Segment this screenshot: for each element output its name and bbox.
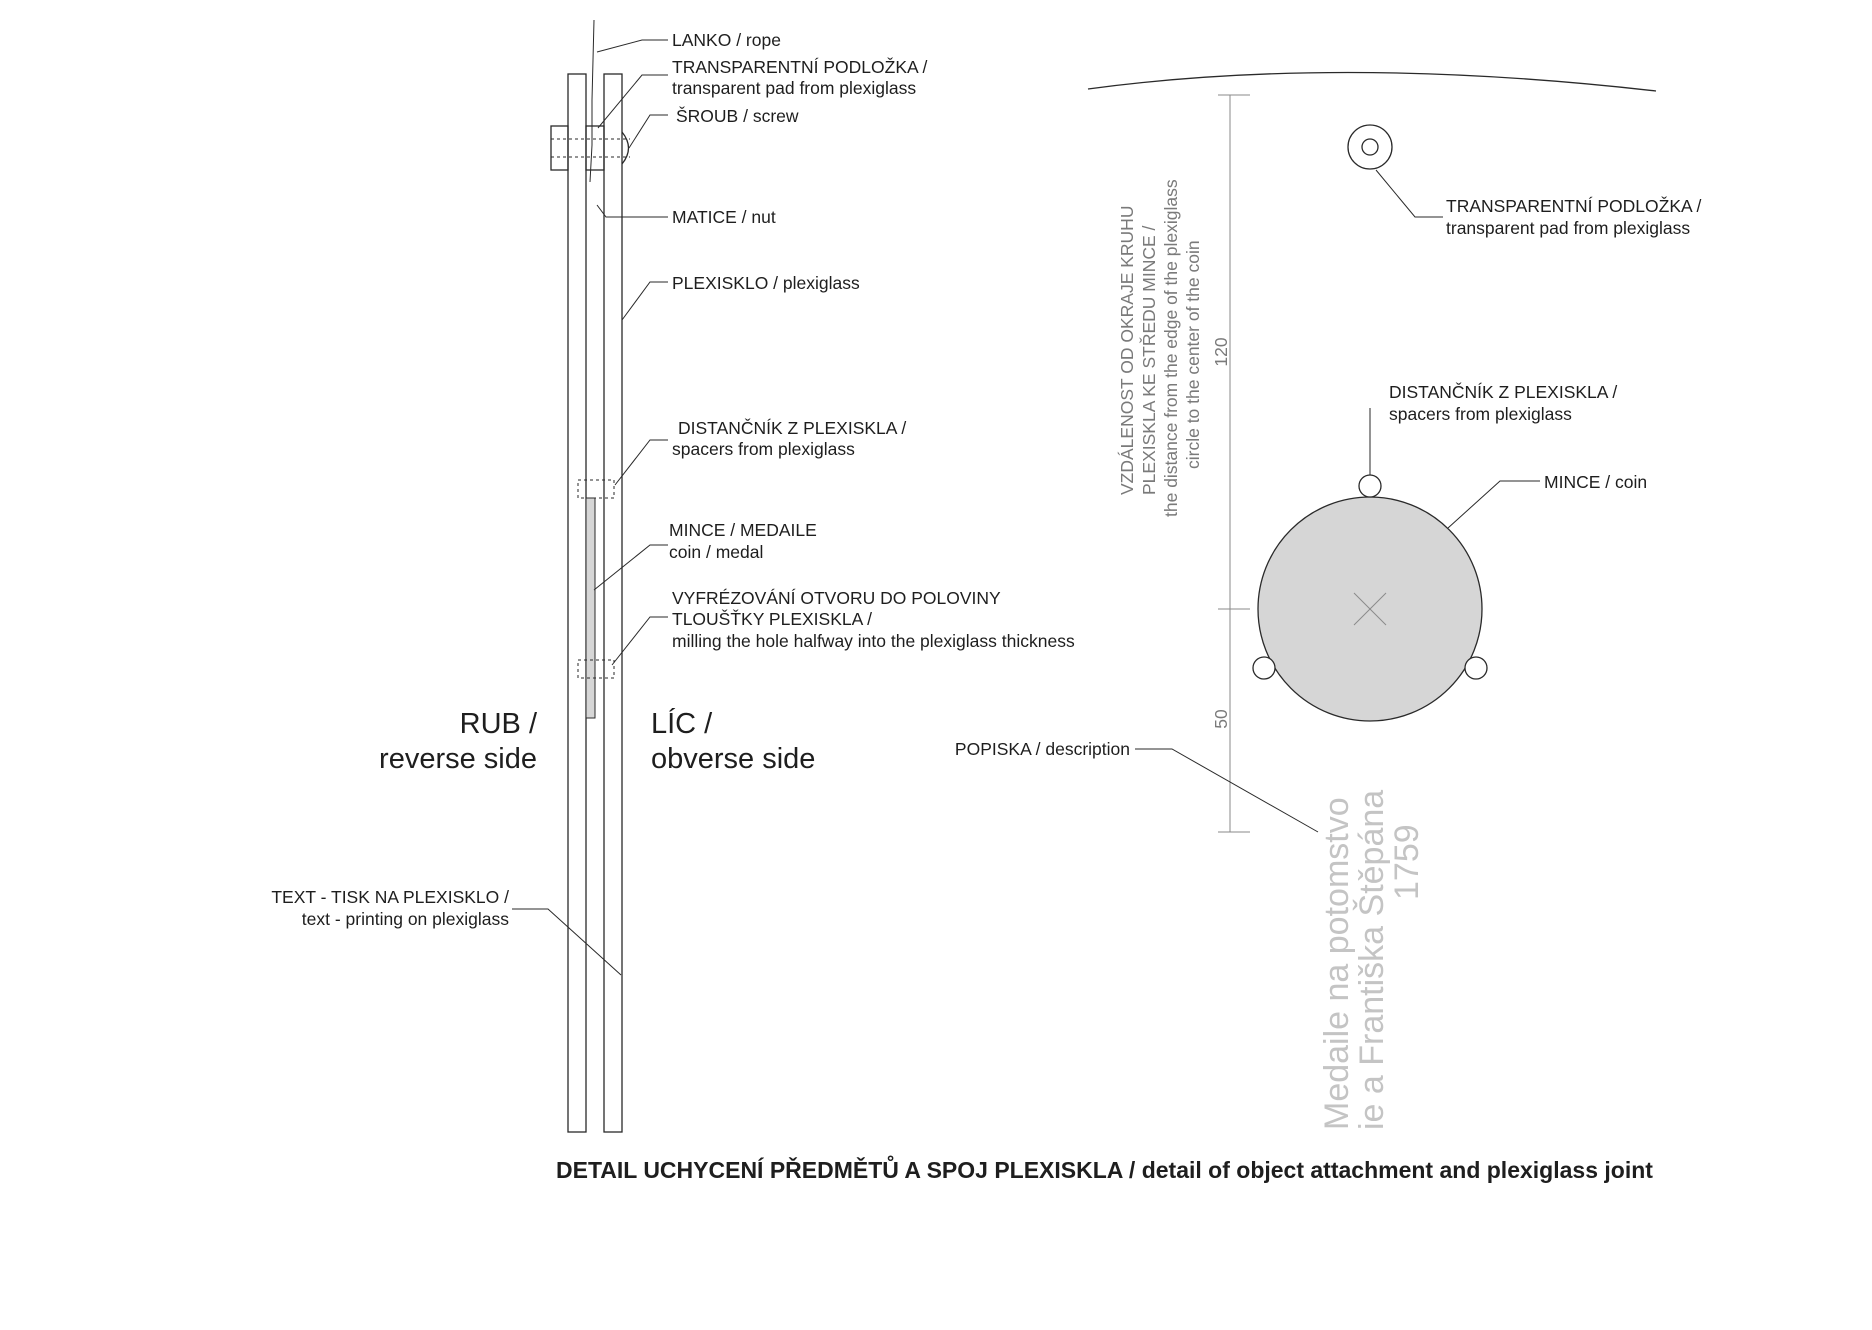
coin-leader xyxy=(1448,481,1540,528)
sample-text-line2: ie a Františka Štěpána xyxy=(1353,789,1391,1130)
pad-label-cz: TRANSPARENTNÍ PODLOŽKA / xyxy=(672,57,928,77)
pad-label-en: transparent pad from plexiglass xyxy=(672,78,917,98)
spacer2-label-en: spacers from plexiglass xyxy=(1389,404,1572,424)
distance-note xyxy=(1117,179,1203,517)
sample-text-line1: Medaile na potomstvo xyxy=(1318,797,1356,1130)
rope-line xyxy=(590,20,594,182)
spacer-label-en: spacers from plexiglass xyxy=(672,439,855,459)
sample-description-text xyxy=(1318,790,1426,1130)
distance-note-line2: PLEXISKLA KE STŘEDU MINCE / xyxy=(1139,225,1159,495)
milling-label-cz1: VYFRÉZOVÁNÍ OTVORU DO POLOVINY xyxy=(672,588,1001,608)
obverse-side-label-en: obverse side xyxy=(651,743,816,775)
drawing-title: DETAIL UCHYCENÍ PŘEDMĚTŮ A SPOJ PLEXISKLA / detail of object attachment and plexiglass joint xyxy=(556,1157,1653,1183)
screw-hole-circle xyxy=(1362,139,1378,155)
front-view xyxy=(955,72,1702,1130)
spacer-right xyxy=(1465,657,1487,679)
pad2-label-en: transparent pad from plexiglass xyxy=(1446,218,1691,238)
transparent-pad-shape xyxy=(586,126,604,170)
reverse-side-label-cz: RUB / xyxy=(459,708,537,740)
text-printing-label-cz: TEXT - TISK NA PLEXISKLO / xyxy=(271,887,509,907)
nut-label: MATICE / nut xyxy=(672,207,776,227)
milling-label-cz2: TLOUŠŤKY PLEXISKLA / xyxy=(672,609,873,629)
reverse-side-label-en: reverse side xyxy=(379,743,537,775)
screw-head-shape xyxy=(622,132,629,164)
spacer-left xyxy=(1253,657,1275,679)
distance-note-line1: VZDÁLENOST OD OKRAJE KRUHU xyxy=(1117,205,1137,495)
spacer-top xyxy=(1359,475,1381,497)
nut-shape xyxy=(551,126,568,170)
spacer2-label-cz: DISTANČNÍK Z PLEXISKLA / xyxy=(1389,382,1618,402)
section-view xyxy=(271,20,1075,1132)
medal-label-cz: MINCE / MEDAILE xyxy=(669,520,817,540)
spacer-lower xyxy=(578,660,614,678)
distance-note-line4: circle to the center of the coin xyxy=(1183,240,1203,469)
screw-label: ŠROUB / screw xyxy=(676,106,799,126)
description-leader xyxy=(1135,749,1318,832)
dimension-upper-value: 120 xyxy=(1211,337,1231,367)
plexiglass-circle-edge xyxy=(1088,72,1656,91)
coin-label: MINCE / coin xyxy=(1544,472,1648,492)
plexiglass-pane-back xyxy=(568,74,586,1132)
sample-text-line3: 1759 xyxy=(1388,824,1426,900)
spacer-label-cz: DISTANČNÍK Z PLEXISKLA / xyxy=(678,418,907,438)
rope-label: LANKO / rope xyxy=(672,30,781,50)
plexiglass-label: PLEXISKLO / plexiglass xyxy=(672,273,860,293)
text-printing-label-en: text - printing on plexiglass xyxy=(301,909,509,929)
dimension-lower-value: 50 xyxy=(1211,709,1231,729)
obverse-side-label-cz: LÍC / xyxy=(651,708,713,740)
spacer-upper xyxy=(578,480,614,498)
distance-note-line3: the distance from the edge of the plexiglass xyxy=(1161,179,1181,517)
medal-label-en: coin / medal xyxy=(669,542,764,562)
description-label: POPISKA / description xyxy=(954,739,1130,759)
medal-section xyxy=(586,498,595,718)
transparent-pad-circle xyxy=(1348,125,1392,169)
pad2-label-cz: TRANSPARENTNÍ PODLOŽKA / xyxy=(1446,196,1702,216)
pad-leader xyxy=(1376,170,1443,217)
milling-label-en: milling the hole halfway into the plexiglass thickness xyxy=(672,631,1075,651)
